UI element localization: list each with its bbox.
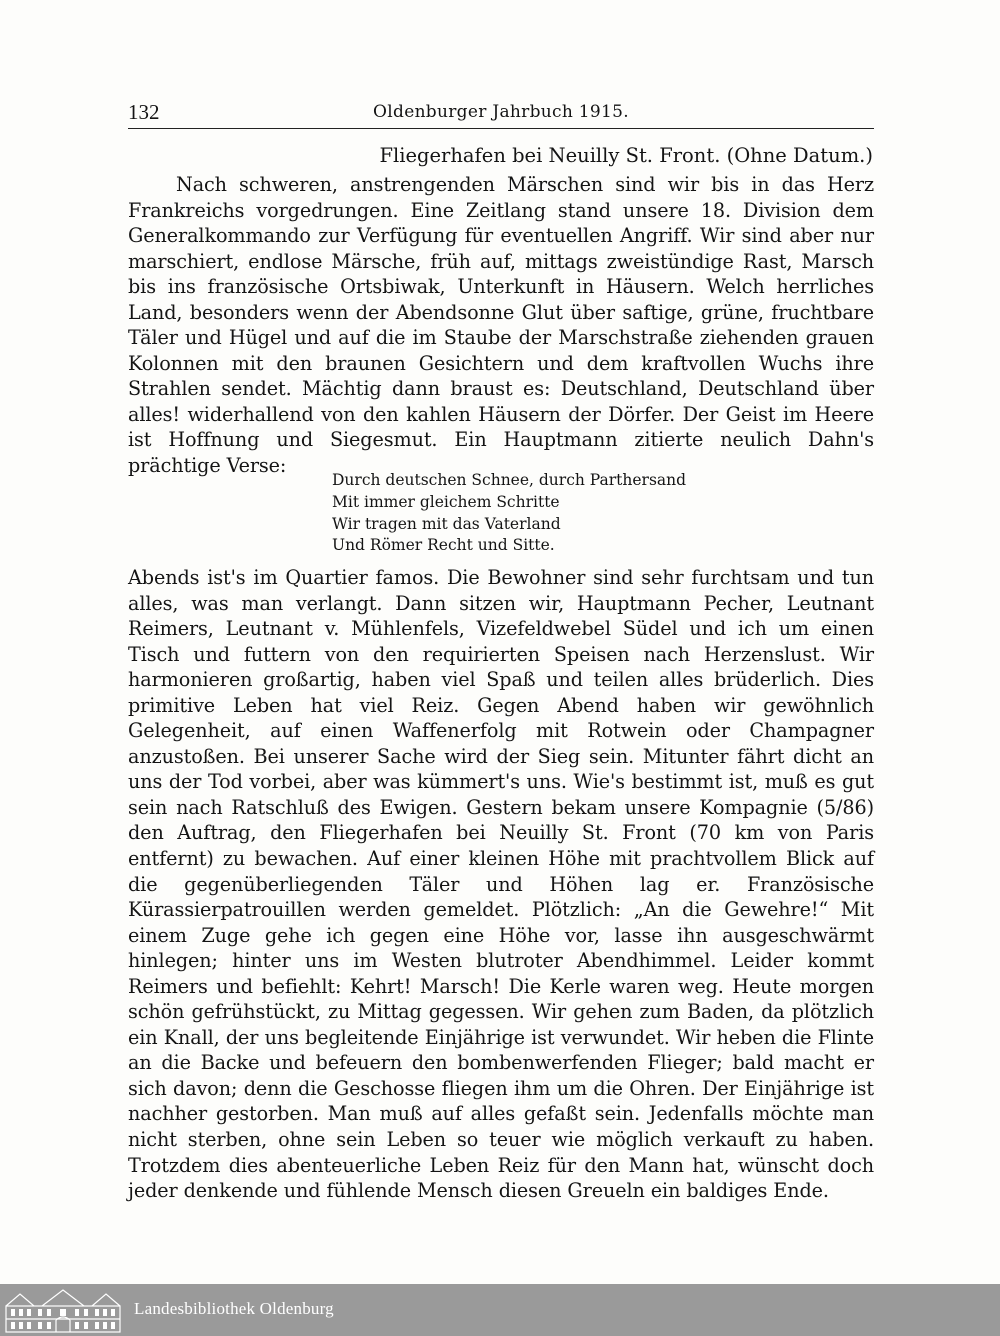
poem-line: Mit immer gleichem Schritte: [332, 492, 560, 511]
poem-line: Wir tragen mit das Vaterland: [332, 514, 561, 533]
library-footer: [0, 1284, 1000, 1336]
poem-quote: [332, 470, 686, 557]
library-building-icon: [2, 1286, 124, 1334]
poem-line: Durch deutschen Schnee, durch Parthersand: [332, 471, 687, 489]
letter-dateline: Fliegerhafen bei Neuilly St. Front. (Ohne Datum.): [379, 144, 873, 167]
poem-line: Und Römer Recht und Sitte.: [332, 536, 555, 555]
page-number: 132: [128, 100, 160, 124]
library-name: Landesbibliothek Oldenburg: [134, 1299, 334, 1318]
letter-paragraph-1: Nach schweren, anstrengenden Märschen sind wir bis in das Herz Frankreichs vorgedrungen. Eine Zeitlang stand unsere 18. Division dem Generalkommando zur Verfügung für eventuellen Angriff. Wir sind aber nur marschiert, endlose Märsche, früh auf, mittags zweistündige Rast, Marsch bis ins französische Ortsbiwak, Unterkunft in Häusern. Welch herrliches Land, besonders wenn der Abendsonne Glut über saftige, grüne, fruchtbare Täler und Hügel und auf die im Staube der Marschstraße ziehenden grauen Kolonnen mit den braunen Gesichtern und dem kraftvollen Wuchs ihre Strahlen sendet. Mächtig dann braust es: Deutschland, Deutschland über alles! widerhallend von den kahlen Häusern der Dörfer. Der Geist im Heere ist Hoffnung und Siegesmut. Ein Hauptmann zitierte neulich Dahn's prächtige Verse:: [128, 173, 874, 478]
page-header: [128, 100, 874, 129]
letter-paragraph-2: Abends ist's im Quartier famos. Die Bewohner sind sehr furchtsam und tun alles, was man verlangt. Dann sitzen wir, Hauptmann Pecher, Leutnant Reimers, Leutnant v. Mühlenfels, Vizefeldwebel Südel und ich um einen Tisch und futtern von den requirierten Speisen nach Herzenslust. Wir harmonieren großartig, haben viel Spaß und teilen alles brüderlich. Dies primitive Leben hat viel Reiz. Gegen Abend haben wir gewöhnlich Gelegenheit, auf einen Waffenerfolg mit Rotwein oder Champagner anzustoßen. Bei unserer Sache wird der Sieg sein. Mitunter fährt dicht an uns der Tod vorbei, aber was kümmert's uns. Wie's bestimmt ist, muß es gut sein nach Ratschluß des Ewigen. Gestern bekam unsere Kompagnie (5/86) den Auftrag, den Fliegerhafen bei Neuilly St. Front (70 km von Paris entfernt) zu bewachen. Auf einer kleinen Höhe mit prachtvollem Blick auf die gegenüberliegenden Täler und Höhen lag er. Französische Kürassierpatrouillen werden gemeldet. Plötzlich: „An die Gewehre!“ Mit einem Zuge gehe ich gegen eine Höhe vor, lasse ihn ausgeschwärmt hinlegen; hinter uns im Westen blutroter Abendhimmel. Leider kommt Reimers und befiehlt: Kehrt! Marsch! Die Kerle waren weg. Heute morgen schön gefrühstückt, zu Mittag gegessen. Wir gehen zum Baden, da plötzlich ein Knall, der uns begleitende Einjährige ist verwundet. Wir heben die Flinte an die Backe und befeuern den bombenwerfenden Flieger; bald macht er sich davon; denn die Geschosse fliegen ihm um die Ohren. Der Einjährige ist nachher gestorben. Man muß auf alles gefaßt sein. Jedenfalls möchte man nicht sterben, ohne sein Leben so teuer wie möglich verkauft zu haben. Trotzdem dies abenteuerliche Leben Reiz für den Mann hat, wünscht doch jeder denkende und fühlende Mensch diesen Greueln ein baldiges Ende.: [128, 566, 874, 1203]
running-title: Oldenburger Jahrbuch 1915.: [373, 102, 629, 122]
